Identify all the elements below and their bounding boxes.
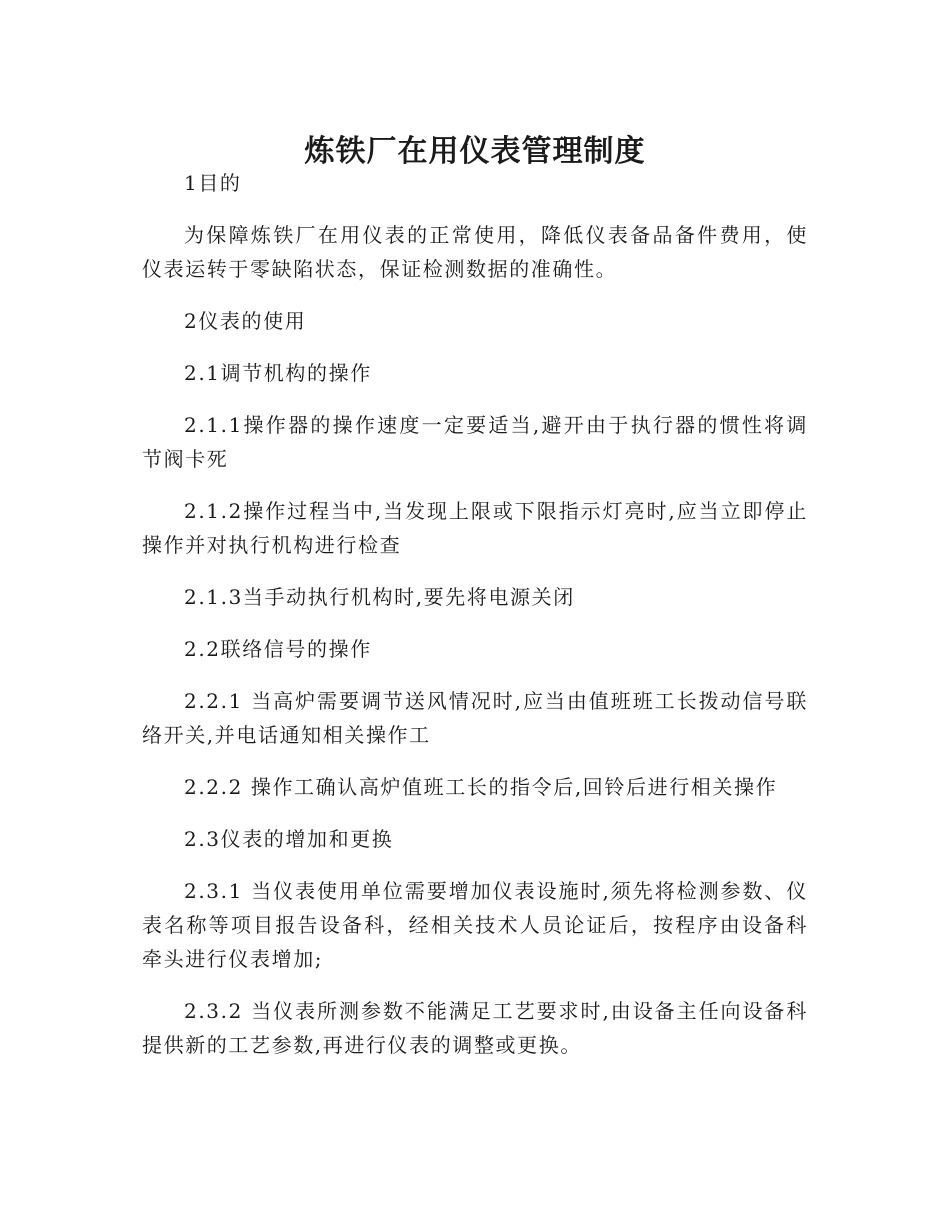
document-title: 炼铁厂在用仪表管理制度 — [304, 134, 646, 170]
paragraph-purpose: 为保障炼铁厂在用仪表的正常使用，降低仪表备品备件费用，使仪表运转于零缺陷状态，保证检测数据的准确性。 — [142, 223, 808, 281]
paragraph-2-1-3: 2.1.3当手动执行机构时,要先将电源关闭 — [184, 585, 575, 609]
section-heading-purpose: 1目的 — [184, 171, 242, 195]
subsection-heading-2-2: 2.2联络信号的操作 — [184, 637, 372, 661]
paragraph-2-3-1: 2.3.1 当仪表使用单位需要增加仪表设施时,须先将检测参数、仪表名称等项目报告设备科，经相关技术人员论证后，按程序由设备科牵头进行仪表增加; — [142, 879, 808, 971]
paragraph-2-2-2: 2.2.2 操作工确认高炉值班工长的指令后,回铃后进行相关操作 — [184, 775, 778, 799]
paragraph-2-2-1: 2.2.1 当高炉需要调节送风情况时,应当由值班班工长拨动信号联络开关,并电话通知相关操作工 — [142, 689, 808, 747]
subsection-heading-2-3: 2.3仪表的增加和更换 — [184, 827, 394, 851]
document-body — [142, 166, 808, 1062]
paragraph-2-1-2: 2.1.2操作过程当中,当发现上限或下限指示灯亮时,应当立即停止操作并对执行机构进行检查 — [142, 499, 808, 557]
subsection-heading-2-1: 2.1调节机构的操作 — [184, 361, 372, 385]
paragraph-2-3-2: 2.3.2 当仪表所测参数不能满足工艺要求时,由设备主任向设备科提供新的工艺参数,再进行仪表的调整或更换。 — [142, 999, 808, 1057]
section-heading-usage: 2仪表的使用 — [184, 309, 307, 333]
paragraph-2-1-1: 2.1.1操作器的操作速度一定要适当,避开由于执行器的惯性将调节阀卡死 — [142, 413, 808, 471]
